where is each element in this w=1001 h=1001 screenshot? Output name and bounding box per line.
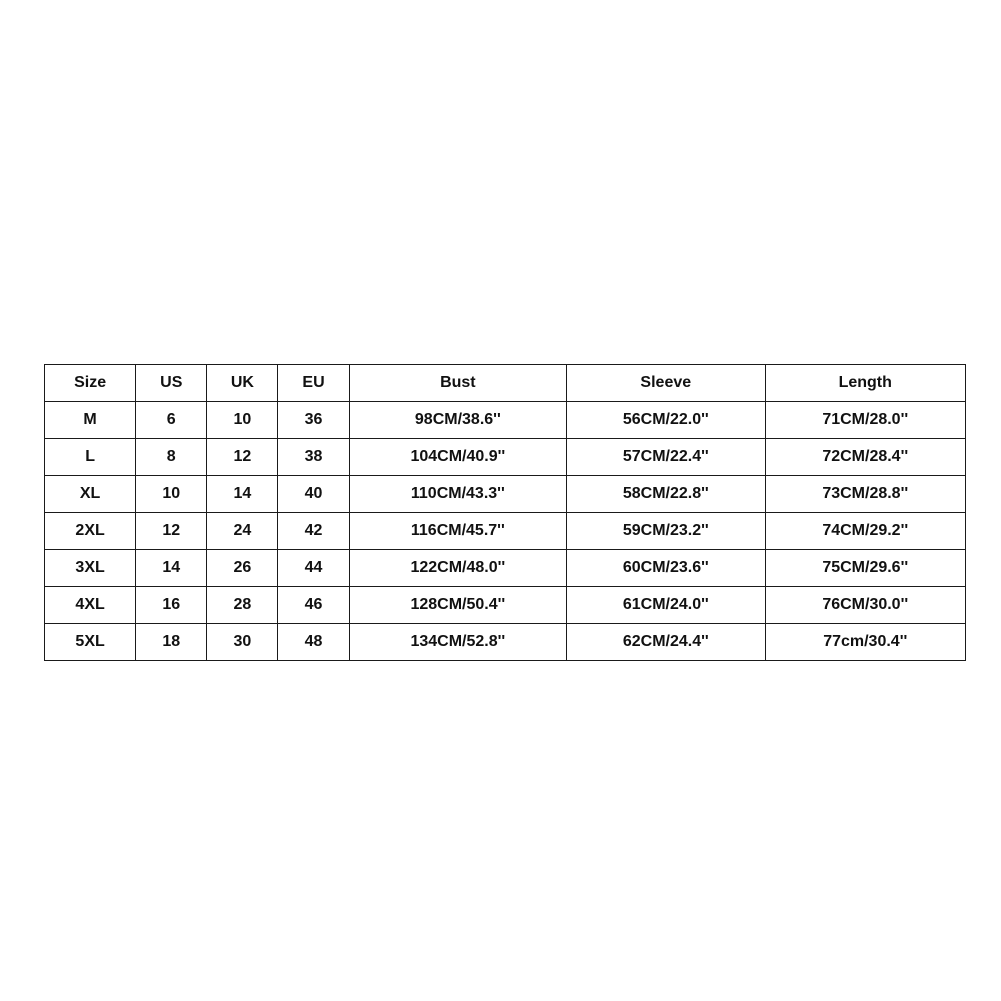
cell-eu: 44 (278, 550, 349, 587)
cell-uk: 14 (207, 476, 278, 513)
cell-us: 10 (136, 476, 207, 513)
cell-sleeve: 58CM/22.8'' (567, 476, 765, 513)
table-row (45, 402, 966, 439)
cell-uk: 12 (207, 439, 278, 476)
cell-eu: 48 (278, 624, 349, 661)
header-bust: Bust (349, 365, 566, 402)
cell-uk: 30 (207, 624, 278, 661)
cell-sleeve: 57CM/22.4'' (567, 439, 765, 476)
cell-length: 74CM/29.2'' (765, 513, 966, 550)
header-row (45, 365, 966, 402)
cell-uk: 26 (207, 550, 278, 587)
cell-us: 14 (136, 550, 207, 587)
cell-size: 2XL (45, 513, 136, 550)
table-row (45, 439, 966, 476)
size-chart-table (44, 364, 966, 661)
cell-bust: 134CM/52.8'' (349, 624, 566, 661)
cell-length: 77cm/30.4'' (765, 624, 966, 661)
cell-uk: 28 (207, 587, 278, 624)
cell-us: 12 (136, 513, 207, 550)
cell-eu: 42 (278, 513, 349, 550)
cell-us: 16 (136, 587, 207, 624)
cell-sleeve: 62CM/24.4'' (567, 624, 765, 661)
cell-sleeve: 60CM/23.6'' (567, 550, 765, 587)
cell-uk: 10 (207, 402, 278, 439)
header-length: Length (765, 365, 966, 402)
header-eu: EU (278, 365, 349, 402)
cell-eu: 46 (278, 587, 349, 624)
cell-length: 75CM/29.6'' (765, 550, 966, 587)
cell-us: 8 (136, 439, 207, 476)
cell-uk: 24 (207, 513, 278, 550)
cell-size: 5XL (45, 624, 136, 661)
cell-length: 76CM/30.0'' (765, 587, 966, 624)
cell-length: 72CM/28.4'' (765, 439, 966, 476)
cell-bust: 98CM/38.6'' (349, 402, 566, 439)
cell-eu: 36 (278, 402, 349, 439)
cell-sleeve: 59CM/23.2'' (567, 513, 765, 550)
cell-us: 6 (136, 402, 207, 439)
table-row (45, 513, 966, 550)
cell-length: 73CM/28.8'' (765, 476, 966, 513)
header-sleeve: Sleeve (567, 365, 765, 402)
cell-sleeve: 56CM/22.0'' (567, 402, 765, 439)
cell-length: 71CM/28.0'' (765, 402, 966, 439)
cell-bust: 128CM/50.4'' (349, 587, 566, 624)
cell-size: 4XL (45, 587, 136, 624)
table-row (45, 624, 966, 661)
header-uk: UK (207, 365, 278, 402)
cell-bust: 104CM/40.9'' (349, 439, 566, 476)
header-us: US (136, 365, 207, 402)
cell-eu: 38 (278, 439, 349, 476)
cell-size: L (45, 439, 136, 476)
cell-sleeve: 61CM/24.0'' (567, 587, 765, 624)
header-size: Size (45, 365, 136, 402)
cell-bust: 116CM/45.7'' (349, 513, 566, 550)
cell-size: XL (45, 476, 136, 513)
table-row (45, 550, 966, 587)
cell-size: 3XL (45, 550, 136, 587)
cell-size: M (45, 402, 136, 439)
cell-eu: 40 (278, 476, 349, 513)
cell-us: 18 (136, 624, 207, 661)
table-row (45, 476, 966, 513)
table-row (45, 587, 966, 624)
cell-bust: 110CM/43.3'' (349, 476, 566, 513)
cell-bust: 122CM/48.0'' (349, 550, 566, 587)
